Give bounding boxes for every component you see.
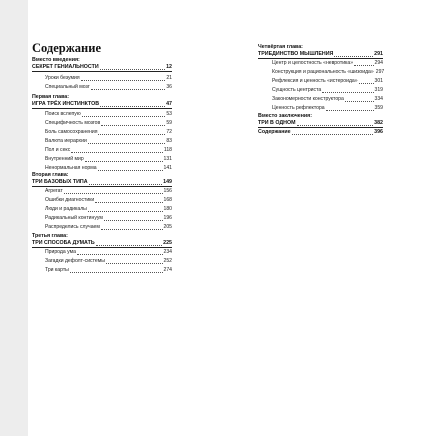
chapter-1[interactable] <box>32 101 172 109</box>
leader-dots <box>81 80 166 81</box>
toc-item[interactable] <box>45 165 172 172</box>
leader-dots <box>85 161 163 162</box>
toc-item-title: Боль самосохранения <box>45 129 98 135</box>
toc-item[interactable] <box>272 78 383 85</box>
leader-dots <box>101 229 163 230</box>
toc-item-title: Специфичность мозгов <box>45 120 101 126</box>
toc-item-page: 196 <box>163 215 172 221</box>
chapter-3[interactable] <box>32 240 172 248</box>
toc-item-page: 72 <box>166 129 172 135</box>
leader-dots <box>292 134 374 135</box>
toc-item-page: 205 <box>163 224 172 230</box>
toc-item-title: Загадки дефолт-системы <box>45 258 105 264</box>
toc-item[interactable] <box>45 129 172 136</box>
leader-dots <box>354 65 373 66</box>
toc-item-page: 334 <box>374 96 383 102</box>
toc-item-page: 294 <box>374 60 383 66</box>
leader-dots <box>88 143 166 144</box>
toc-item-title: Внутренний мир <box>45 156 84 162</box>
toc-item[interactable] <box>45 84 172 91</box>
page-edge <box>0 0 28 436</box>
toc-item-page: 59 <box>166 120 172 126</box>
toc-item-title: Ненормальная норма <box>45 165 97 171</box>
chapter-title: Содержание <box>258 129 291 135</box>
toc-item-title: Центр и целостность «невротика» <box>272 60 354 66</box>
leader-dots <box>100 106 165 107</box>
leader-dots <box>345 101 374 102</box>
toc-item-title: Уроки безумия <box>45 75 80 81</box>
toc-item-title: Ценность рефлектора <box>272 105 325 111</box>
chapter-page: 149 <box>163 179 172 185</box>
toc-item-page: 156 <box>163 188 172 194</box>
leader-dots <box>100 69 165 70</box>
toc-item-page: 21 <box>166 75 172 81</box>
toc-item-title: Три карты <box>45 267 69 273</box>
leader-dots <box>101 125 165 126</box>
leader-dots <box>98 170 163 171</box>
chapter-outro[interactable] <box>258 120 383 128</box>
chapter-title: ТРИ В ОДНОМ <box>258 120 296 126</box>
toc-item-page: 53 <box>166 111 172 117</box>
toc-item-page: 359 <box>374 105 383 111</box>
toc-item[interactable] <box>272 87 383 94</box>
chapter-page: 12 <box>166 64 172 70</box>
leader-dots <box>70 272 163 273</box>
toc-item-title: Сущность центриста <box>272 87 322 93</box>
toc-item[interactable] <box>272 96 383 103</box>
leader-dots <box>106 263 163 264</box>
toc-item[interactable] <box>45 120 172 127</box>
page-title: Содержание <box>32 41 102 55</box>
toc-item-title: Поиск вслепую <box>45 111 81 117</box>
toc-item-page: 319 <box>374 87 383 93</box>
toc-item[interactable] <box>45 258 172 265</box>
toc-item-page: 234 <box>163 249 172 255</box>
toc-item-page: 168 <box>163 197 172 203</box>
leader-dots <box>64 193 163 194</box>
toc-item-title: Природа ума <box>45 249 76 255</box>
toc-item-title: Ошибки диагностики <box>45 197 95 203</box>
section-label-outro: Вместо заключения: <box>258 113 313 119</box>
toc-item[interactable] <box>272 105 383 112</box>
toc-item[interactable] <box>45 188 172 195</box>
toc-item-title: Люди и радикалы <box>45 206 87 212</box>
toc-item[interactable] <box>272 60 383 67</box>
leader-dots <box>77 254 163 255</box>
leader-dots <box>326 110 374 111</box>
leader-dots <box>71 152 163 153</box>
chapter-title: ТРИ СПОСОБА ДУМАТЬ <box>32 240 95 246</box>
chapter-page: 396 <box>374 129 383 135</box>
toc-item[interactable] <box>45 111 172 118</box>
chapter-2[interactable] <box>32 179 172 187</box>
chapter-title: ИГРА ТРЁХ ИНСТИНКТОВ <box>32 101 100 107</box>
toc-item-page: 180 <box>163 206 172 212</box>
leader-dots <box>98 134 165 135</box>
leader-dots <box>359 83 374 84</box>
leader-dots <box>88 211 163 212</box>
toc-item-title: Специальный мозг <box>45 84 90 90</box>
toc-item-title: Распределись случаем <box>45 224 100 230</box>
toc-item-title: Рефлексия и ценность «истероида» <box>272 78 358 84</box>
section-label-ch3: Третья глава: <box>32 233 68 239</box>
chapter-title: ТРИЕДИНСТВО МЫШЛЕНИЯ <box>258 51 334 57</box>
chapter-contents[interactable] <box>258 129 383 136</box>
toc-item[interactable] <box>45 138 172 145</box>
toc-item-page: 36 <box>166 84 172 90</box>
toc-item[interactable] <box>45 197 172 204</box>
leader-dots <box>96 245 162 246</box>
section-label-intro: Вместо введения: <box>32 57 80 63</box>
leader-dots <box>91 89 166 90</box>
chapter-page: 291 <box>374 51 383 57</box>
toc-item-page: 131 <box>163 156 172 162</box>
toc-item[interactable] <box>45 215 172 222</box>
toc-item-page: 118 <box>163 147 172 153</box>
toc-item[interactable] <box>45 156 172 163</box>
toc-item[interactable] <box>45 267 172 274</box>
toc-item[interactable] <box>45 75 172 82</box>
section-label-ch1: Первая глава: <box>32 94 69 100</box>
chapter-page: 225 <box>163 240 172 246</box>
chapter-page: 382 <box>374 120 383 126</box>
toc-item-title: Агрегат <box>45 188 63 194</box>
chapter-page: 47 <box>166 101 172 107</box>
toc-item-title: Конструкция и рациональность «шизоида» <box>272 69 374 75</box>
toc-item[interactable] <box>45 249 172 256</box>
leader-dots <box>95 202 162 203</box>
toc-item-page: 141 <box>163 165 172 171</box>
section-label-ch2: Вторая глава: <box>32 172 69 178</box>
leader-dots <box>322 92 373 93</box>
toc-item-page: 274 <box>163 267 172 273</box>
chapter-intro[interactable] <box>32 64 172 72</box>
toc-item-title: Радикальный континуум <box>45 215 103 221</box>
toc-item-page: 297 <box>375 69 385 75</box>
chapter-title: СЕКРЕТ ГЕНИАЛЬНОСТИ <box>32 64 99 70</box>
toc-item[interactable] <box>45 206 172 213</box>
toc-item-page: 83 <box>166 138 172 144</box>
leader-dots <box>297 125 374 126</box>
leader-dots <box>89 184 163 185</box>
leader-dots <box>82 116 166 117</box>
section-label-ch4: Четвёртая глава: <box>258 44 303 50</box>
leader-dots <box>104 220 163 221</box>
leader-dots <box>334 56 373 57</box>
toc-item-page: 301 <box>374 78 383 84</box>
toc-item[interactable] <box>45 224 172 231</box>
toc-item-title: Валюта иерархии <box>45 138 87 144</box>
chapter-4[interactable] <box>258 51 383 59</box>
toc-item[interactable] <box>272 69 383 76</box>
toc-item-page: 252 <box>163 258 172 264</box>
toc-item-title: Закономерности конструктора <box>272 96 344 102</box>
toc-item[interactable] <box>45 147 172 154</box>
chapter-title: ТРИ БАЗОВЫХ ТИПА <box>32 179 88 185</box>
toc-item-title: Пол и секс <box>45 147 71 153</box>
